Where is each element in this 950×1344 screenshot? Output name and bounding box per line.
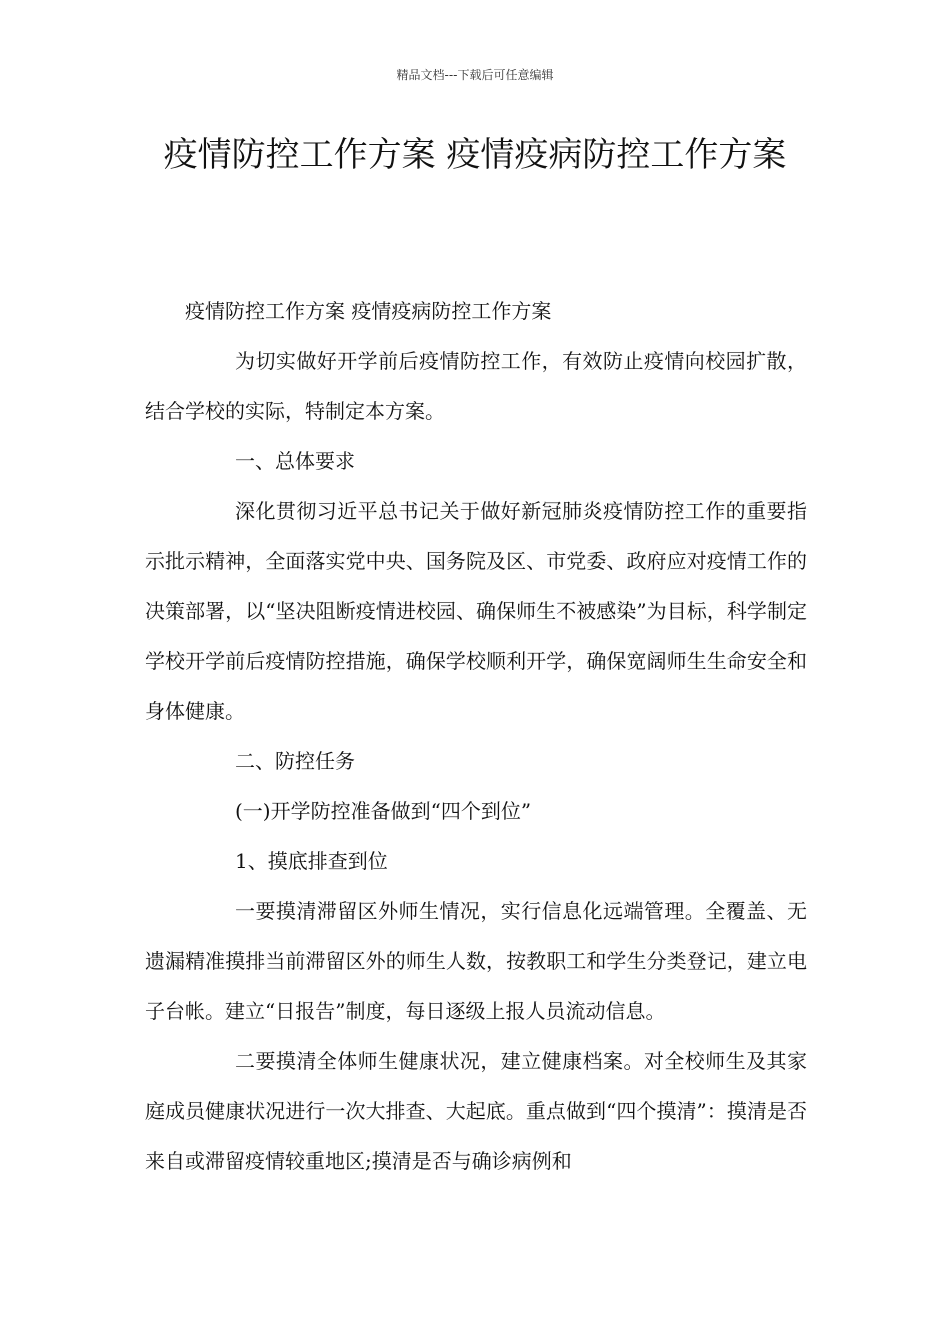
paragraph-general-requirements: 深化贯彻习近平总书记关于做好新冠肺炎疫情防控工作的重要指示批示精神，全面落实党中央、国务院及区、市党委、政府应对疫情工作的决策部署，以“坚决阻断疫情进校园、确保师生不被感染”为目标，科学制定学校开学前后疫情防控措施，确保学校顺利开学，确保宽阔师生生命安全和身体健康。: [145, 499, 807, 723]
paragraph-subtitle: 疫情防控工作方案 疫情疫病防控工作方案: [185, 299, 552, 323]
paragraph-health-status: 二要摸清全体师生健康状况，建立健康档案。对全校师生及其家庭成员健康状况进行一次大排查、大起底。重点做到“四个摸清”：摸清是否来自或滞留疫情较重地区;摸清是否与确诊病例和: [145, 1049, 807, 1173]
paragraph-intro: 为切实做好开学前后疫情防控工作，有效防止疫情向校园扩散，结合学校的实际，特制定本方案。: [145, 349, 807, 423]
section-heading-general: 一、总体要求: [235, 449, 355, 473]
section-heading-tasks: 二、防控任务: [235, 749, 355, 773]
paragraph-stranded-staff: 一要摸清滞留区外师生情况，实行信息化远端管理。全覆盖、无遗漏精准摸排当前滞留区外的师生人数，按教职工和学生分类登记，建立电子台帐。建立“日报告”制度，每日逐级上报人员流动信息。: [145, 899, 807, 1023]
document-title: 疫情防控工作方案 疫情疫病防控工作方案: [163, 135, 787, 175]
header-note: 精品文档---下载后可任意编辑: [396, 68, 554, 82]
document-body: [145, 286, 807, 1186]
subsection-heading-preparation: (一)开学防控准备做到“四个到位”: [235, 799, 532, 823]
item-heading-investigation: 1、摸底排查到位: [235, 849, 388, 873]
